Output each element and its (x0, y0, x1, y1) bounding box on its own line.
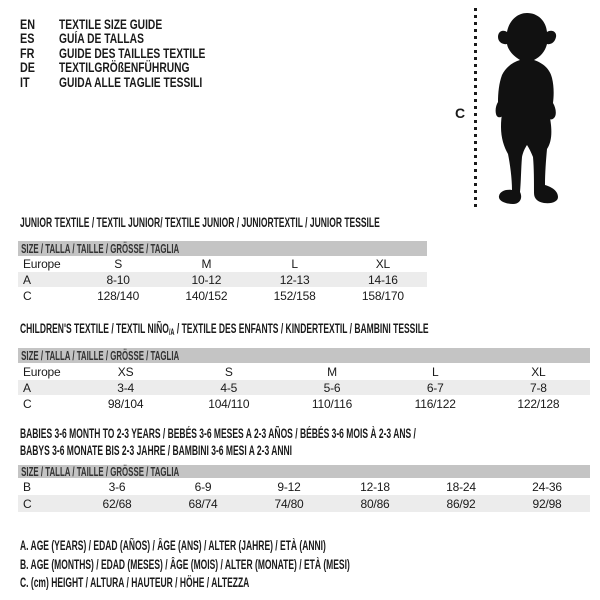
lang-title: GUÍA DE TALLAS (59, 31, 144, 47)
footnote-legend (20, 536, 543, 592)
table-title: JUNIOR TEXTILE / TEXTIL JUNIOR/ TEXTILE JUNIOR / JUNIORTEXTIL / JUNIOR TESSILE (20, 215, 380, 230)
lang-title: GUIDE DES TAILLES TEXTILE (59, 45, 206, 61)
lang-code: DE (20, 60, 36, 76)
lang-row-it (20, 75, 252, 90)
table-row: C 128/140 140/152 152/158 158/170 (23, 288, 404, 303)
height-dotted-line (474, 8, 477, 208)
junior-textile-table (18, 216, 427, 304)
lang-code: IT (20, 74, 30, 90)
height-marker-label: C (455, 105, 466, 121)
footnote-a: A. AGE (YEARS) / EDAD (AÑOS) / ÂGE (ANS) / ALTER (JAHRE) / ETÀ (ANNI) (20, 537, 326, 553)
table-title-line2: BABYS 3-6 MONATE BIS 2-3 JAHRE / BAMBINI 3-6 MESI A 2-3 ANNI (20, 443, 293, 458)
table-row: A 8-10 10-12 12-13 14-16 (18, 272, 427, 287)
lang-row-en (20, 17, 252, 32)
table-row: B 3-6 6-9 9-12 12-18 18-24 24-36 (23, 479, 562, 494)
babies-textile-table (18, 427, 590, 512)
lang-code: ES (20, 31, 35, 47)
footnote-b: B. AGE (MONTHS) / EDAD (MESES) / ÂGE (MOIS) / ALTER (MONATE) / ETÀ (MESI) (20, 556, 350, 572)
table-row: C 98/104 104/110 110/116 116/122 122/128 (23, 396, 560, 411)
lang-code: FR (20, 45, 35, 61)
footnote-c: C. (cm) HEIGHT / ALTURA / HAUTEUR / HÖHE / ALTEZZA (20, 575, 250, 591)
childrens-textile-table (18, 322, 590, 412)
size-header-bar: SIZE / TALLA / TAILLE / GRÖSSE / TAGLIA (18, 348, 590, 363)
size-header-bar: SIZE / TALLA / TAILLE / GRÖSSE / TAGLIA (18, 465, 590, 478)
lang-row-fr (20, 46, 252, 61)
lang-title: TEXTILE SIZE GUIDE (59, 16, 163, 32)
lang-code: EN (20, 16, 36, 32)
lang-row-de (20, 61, 252, 76)
table-title: CHILDREN'S TEXTILE / TEXTIL $NIÑO_{/A}$ / TEXTILE DES ENFANTS / KINDERTEXTIL / BAMBINI TESSILE (20, 321, 429, 337)
language-title-list (20, 17, 252, 90)
lang-title: GUIDA ALLE TAGLIE TESSILI (59, 74, 203, 90)
lang-title: TEXTILGRÖßENFÜHRUNG (59, 60, 190, 76)
table-row: A 3-4 4-5 5-6 6-7 7-8 (18, 380, 590, 395)
table-row: C 62/68 68/74 74/80 80/86 86/92 92/98 (18, 495, 590, 512)
table-row: Europe S M L XL (23, 257, 391, 271)
table-title-line1: BABIES 3-6 MONTH TO 2-3 YEARS / BEBÉS 3-6 MESES A 2-3 AÑOS / BÉBÉS 3-6 MOIS À 2-3 ANS / (20, 426, 416, 441)
baby-silhouette-icon (481, 8, 575, 208)
table-row: Europe XS S M L XL (23, 364, 546, 379)
lang-row-es (20, 32, 252, 47)
size-header-bar: SIZE / TALLA / TAILLE / GRÖSSE / TAGLIA (18, 241, 427, 256)
